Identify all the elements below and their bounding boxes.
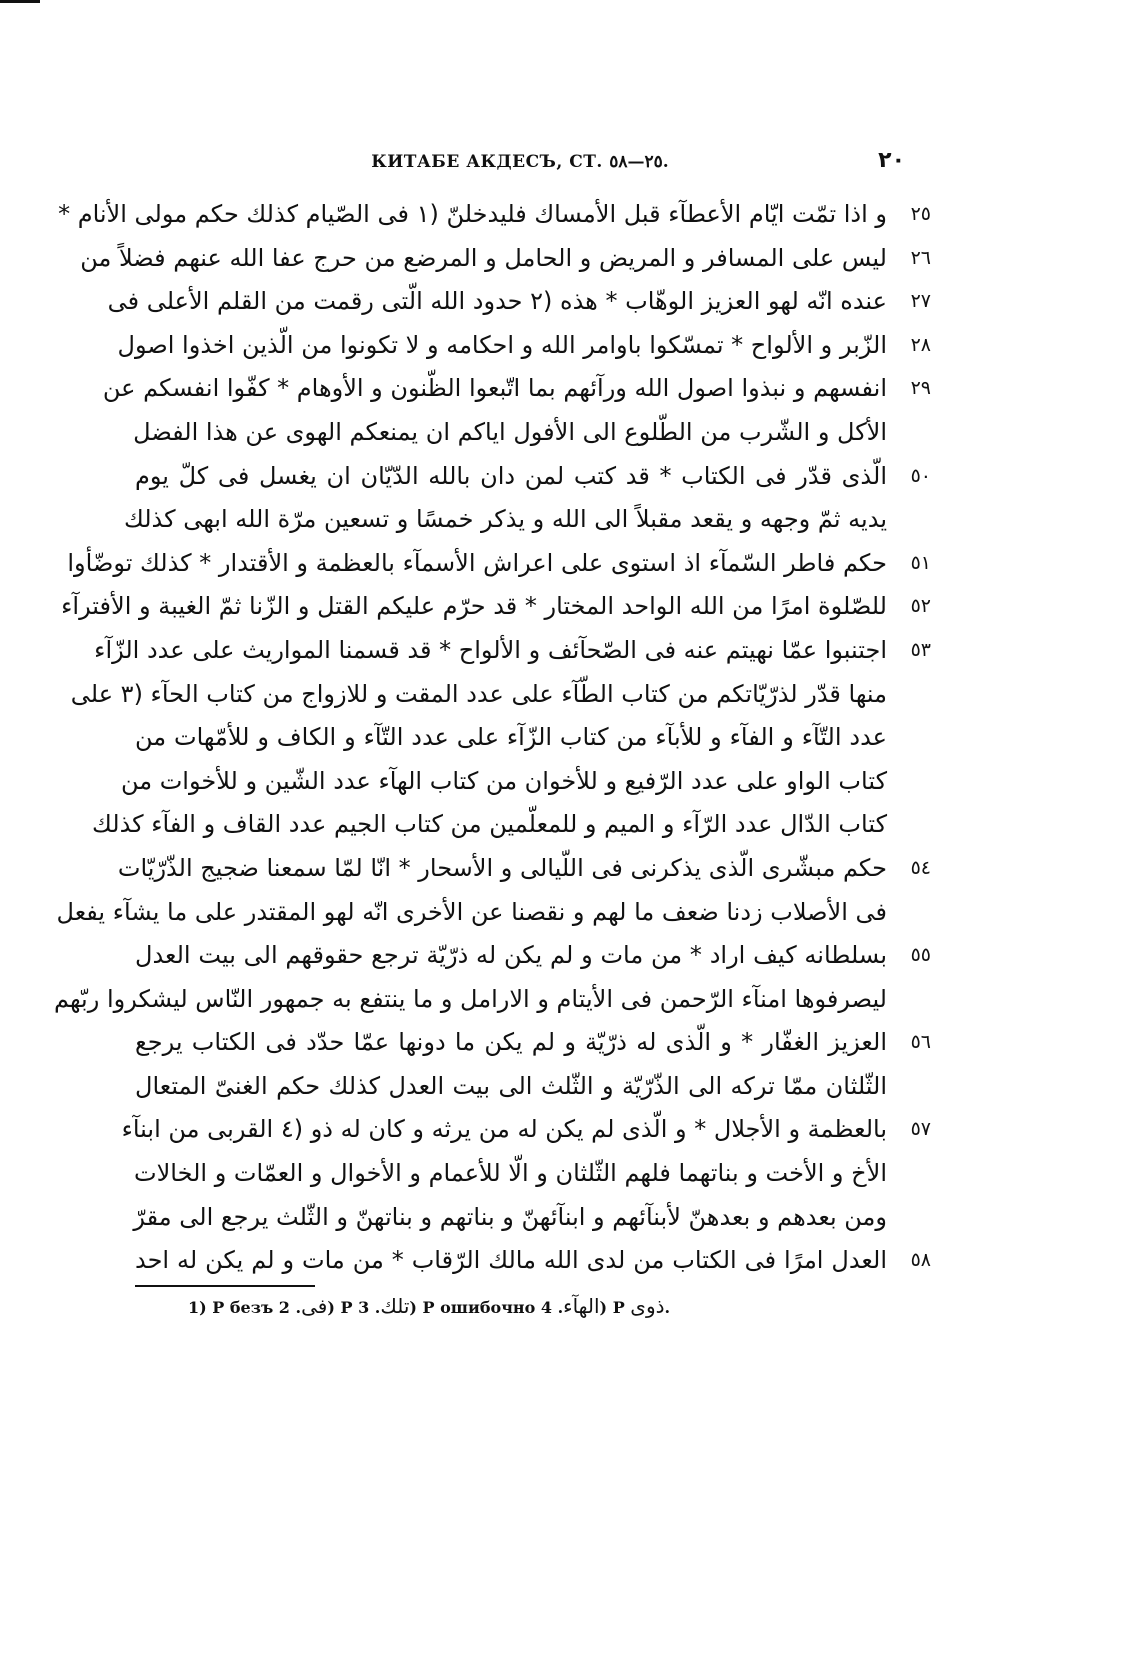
footnote-4-arabic: ذوى (630, 1294, 665, 1318)
verse-number: ٢٦ (910, 246, 931, 269)
line-text: ومن بعدهم و بعدهنّ لأبنآئهم و ابنآئهنّ و بناتهم و بناتهنّ و الثّلث يرجع الى مقرّ (133, 1202, 887, 1231)
text-line (124, 498, 905, 542)
verse-number: ٥٥ (910, 944, 931, 967)
text-line (58, 193, 931, 237)
text-line (135, 1196, 905, 1240)
line-text: الثّلثان ممّا تركه الى الذّرّيّة و الثّلث الى بيت العدل كذلك حكم الغنىّ المتعال (135, 1071, 887, 1100)
footnote-2-arabic: تلك (380, 1294, 410, 1318)
line-text: حكم فاطر السّمآء اذ استوى على اعراش الأسمآء بالعظمة و الأقتدار * كذلك توضّأوا (67, 548, 887, 577)
line-text: فى الأصلاب زدنا ضعف ما لهم و نقصنا عن الأخرى انّه لهو المقتدر على ما يشآء يفعل (56, 897, 887, 926)
text-line (135, 716, 905, 760)
verse-block (54, 193, 931, 1283)
line-text: الأكل و الشّرب من الطّلوع الى الأفول اياكم ان يمنعكم الهوى عن هذا الفضل (133, 417, 887, 446)
verse-number: ٥٧ (910, 1118, 931, 1141)
page-number: ٢٠ (878, 148, 905, 173)
running-title: КИТАБЕ АКДЕСЪ, СТ. ٢٥—٥٨. (371, 152, 669, 172)
footnote-1-label: 1) Р безъ (188, 1298, 274, 1317)
page-header (135, 148, 905, 176)
text-line (117, 324, 931, 368)
text-line (135, 1021, 931, 1065)
line-text: ليس على المسافر و المريض و الحامل و المرضع من حرج عفا الله عنهم فضلاً من (80, 243, 887, 272)
text-line (61, 585, 931, 629)
text-line (135, 1065, 905, 1109)
line-text: عدد التّآء و الفآء و للأبآء من كتاب الزّآء على عدد التّآء و الكاف و للأمّهات من (135, 723, 887, 752)
text-line (56, 891, 905, 935)
line-text: للصّلوة امرًا من الله الواحد المختار * قد حرّم عليكم القتل و الزّنا ثمّ الغيبة و الأفترآء (61, 592, 887, 621)
footnotes (188, 1294, 748, 1318)
line-text: حكم مبشّرى الّذى يذكرنى فى اللّيالى و الأسحار * انّا لمّا سمعنا ضجيج الذّرّيّات (117, 853, 887, 882)
line-text: الّذى قدّر فى الكتاب * قد كتب لمن دان بالله الدّيّان ان يغسل فى كلّ يوم (135, 461, 887, 490)
footnote-2-label: . 2) Р (278, 1298, 353, 1317)
text-line (67, 542, 931, 586)
line-text: العدل امرًا فى الكتاب من لدى الله مالك الرّقاب * من مات و لم يكن له احد (135, 1246, 887, 1275)
footnote-3-label: . 3) Р ошибочно (358, 1298, 536, 1317)
verse-number: ٥٨ (910, 1249, 931, 1272)
text-line (135, 934, 931, 978)
footnote-rule (135, 1285, 315, 1287)
text-line (135, 455, 931, 499)
footnote-1-arabic: فى (301, 1294, 328, 1318)
line-text: بالعظمة و الأجلال * و الّذى لم يكن له من يرثه و كان له ذو (٤ القربى من ابنآء (121, 1115, 887, 1144)
verse-number: ٢٩ (910, 377, 931, 400)
text-line (92, 803, 905, 847)
verse-number: ٥٣ (910, 638, 931, 661)
text-line (121, 1108, 931, 1152)
text-line (135, 1239, 931, 1283)
verse-number: ٢٥ (910, 203, 931, 225)
line-text: و اذا تمّت ايّام الأعطآء قبل الأمساك فليدخلنّ (١ فى الصّيام كذلك حكم مولى الأنام * (58, 200, 887, 228)
verse-number: ٥٠ (910, 464, 931, 487)
text-line (94, 629, 931, 673)
text-line (107, 280, 931, 324)
text-line (120, 760, 905, 804)
corner-mark (0, 0, 40, 3)
text-line (135, 1152, 905, 1196)
line-text: كتاب الواو على عدد الرّفيع و للأخوان من كتاب الهآء عدد الشّين و للأخوات من (120, 766, 887, 795)
text-line (80, 237, 931, 281)
line-text: الزّبر و الألواح * تمسّكوا باوامر الله و احكامه و لا تكونوا من الّذين اخذوا اصول (117, 330, 887, 359)
line-text: كتاب الدّال عدد الرّآء و الميم و للمعلّمين من كتاب الجيم عدد القاف و الفآء كذلك (92, 810, 887, 839)
line-text: عنده انّه لهو العزيز الوهّاب * هذه (٢ حدود الله الّتى رقمت من القلم الأعلى فى (107, 287, 887, 316)
line-text: العزيز الغفّار * و الّذى له ذرّيّة و لم يكن ما دونها عمّا حدّد فى الكتاب يرجع (135, 1028, 887, 1057)
verse-number: ٥٢ (910, 595, 931, 618)
text-line (102, 367, 931, 411)
text-line (70, 673, 905, 717)
verse-number: ٢٧ (910, 290, 931, 313)
line-text: اجتنبوا عمّا نهيتم عنه فى الصّحآئف و الألواح * قد قسمنا المواريث على عدد الزّآء (94, 635, 887, 664)
text-line (117, 847, 931, 891)
line-text: منها قدّر لذرّيّاتكم من كتاب الطّآء على عدد المقت و للازواج من كتاب الحآء (٣ على (70, 679, 887, 708)
line-text: الأخ و الأخت و بناتهما فلهم الثّلثان و الّا للأعمام و الأخوال و العمّات و الخالات (134, 1159, 887, 1188)
line-text: ليصرفوها امنآء الرّحمن فى الأيتام و الارامل و ما ينتفع به جمهور النّاس ليشكروا ربّهم (54, 984, 887, 1013)
text-line (135, 411, 905, 455)
line-text: انفسهم و نبذوا اصول الله ورآئهم بما اتّبعوا الظّنون و الأوهام * كفّوا انفسكم عن (102, 374, 887, 403)
line-text: بسلطانه كيف اراد * من مات و لم يكن له ذرّيّة ترجع حقوقهم الى بيت العدل (135, 941, 887, 970)
line-text: يديه ثمّ وجهه و يقعد مقبلاً الى الله و يذكر خمسًا و تسعين مرّة الله ابهى كذلك (124, 505, 887, 534)
verse-number: ٥٦ (910, 1031, 931, 1054)
footnote-4-label: . 4) Р (540, 1298, 625, 1317)
verse-number: ٥١ (910, 551, 931, 574)
footnote-3-arabic: الهآء (563, 1294, 600, 1318)
footnote-end: . (664, 1298, 671, 1317)
verse-number: ٢٨ (910, 333, 931, 356)
text-line (54, 978, 905, 1022)
verse-number: ٥٤ (910, 856, 931, 879)
